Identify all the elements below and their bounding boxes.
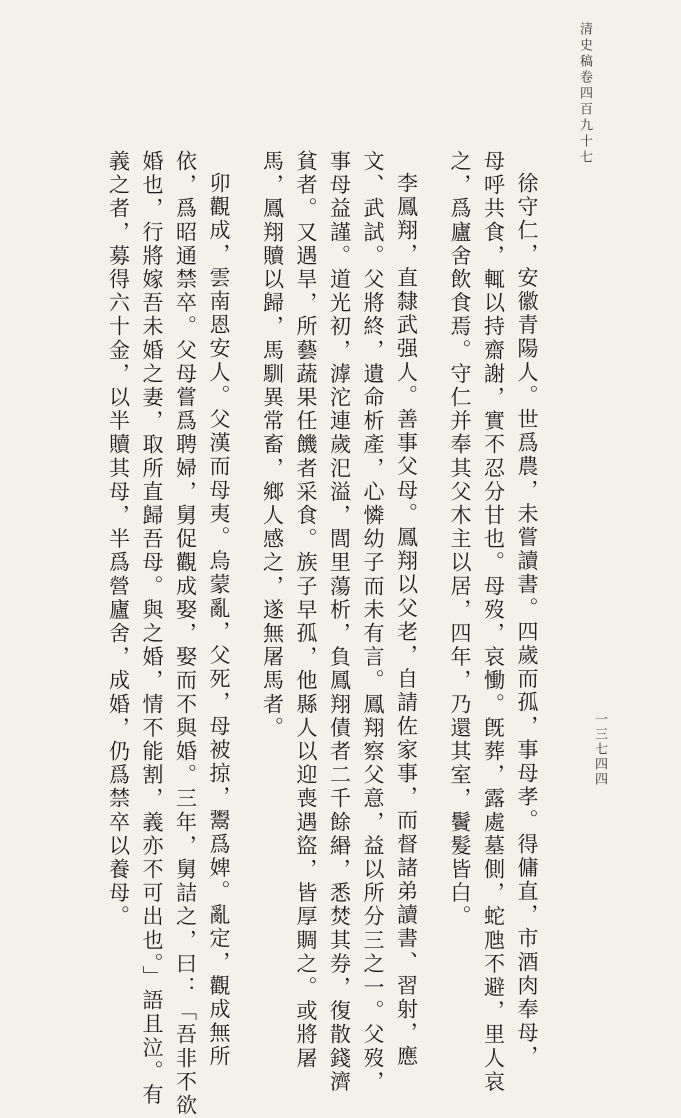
body-text bbox=[101, 150, 543, 1118]
page-number: 一三七四四 bbox=[592, 712, 607, 787]
text-line: 貧者。又遇旱，所藝蔬果任饑者采食。族子早孤，他縣人以迎喪遇盜，皆厚賙之。或將屠 bbox=[294, 150, 318, 1071]
text-line: 徐守仁，安徽青陽人。世爲農，未嘗讀書。四歲而孤，事母孝。得傭直，市酒肉奉母， bbox=[515, 172, 539, 1069]
text-line: 卯觀成，雲南恩安人。父漢而母夷。烏蒙亂，父死，母被掠，鬻爲婢。亂定，觀成無所 bbox=[207, 172, 231, 1069]
paragraph-li-fengxiang bbox=[255, 150, 423, 1094]
text-line: 馬，鳳翔贖以歸，馬馴異常畜，鄉人感之，遂無屠馬者。 bbox=[260, 150, 285, 740]
paragraph-mao-guancheng bbox=[101, 150, 235, 1118]
paragraph-xu-shouren bbox=[443, 150, 544, 1094]
text-line: 文、武試。父將終，遺命析產，心憐幼子而未有言。鳳翔察父意，益以所分三之一。父歿， bbox=[361, 150, 385, 1094]
text-line: 義之者，募得六十金，以半贖其母，半爲營廬舍，成婚，仍爲禁卒以養母。 bbox=[106, 150, 131, 929]
running-title: 清史稿卷四百九十七 bbox=[577, 22, 592, 166]
text-line: 李鳳翔，直隸武强人。善事父母。鳳翔以父老，自請佐家事，而督諸弟讀書、習射，應 bbox=[394, 172, 419, 1069]
text-line: 之，爲廬舍飲食焉。守仁并奉其父木主以居，四年，乃還其室，鬢髮皆白。 bbox=[448, 150, 472, 929]
text-line: 婚也，行將嫁吾未婚之妻，取所直歸吾母。與之婚，情不能割，義亦不可出也。」語且泣。有 bbox=[140, 150, 164, 1108]
text-line: 事母益謹。道光初，滹沱連歲汜溢，閭里蕩析，負鳳翔債者二千餘緡，悉焚其券，復散錢濟 bbox=[327, 150, 352, 1094]
text-line: 母呼共食，輒以持齋謝，實不忍分甘也。母歿，哀慟。旣葬，露處墓側，蛇虺不避，里人哀 bbox=[481, 150, 506, 1094]
text-line: 依，爲昭通禁卒。父母嘗爲聘婦，舅促觀成娶，娶而不與婚。三年，舅詰之，曰：「吾非不欲 bbox=[173, 150, 198, 1118]
